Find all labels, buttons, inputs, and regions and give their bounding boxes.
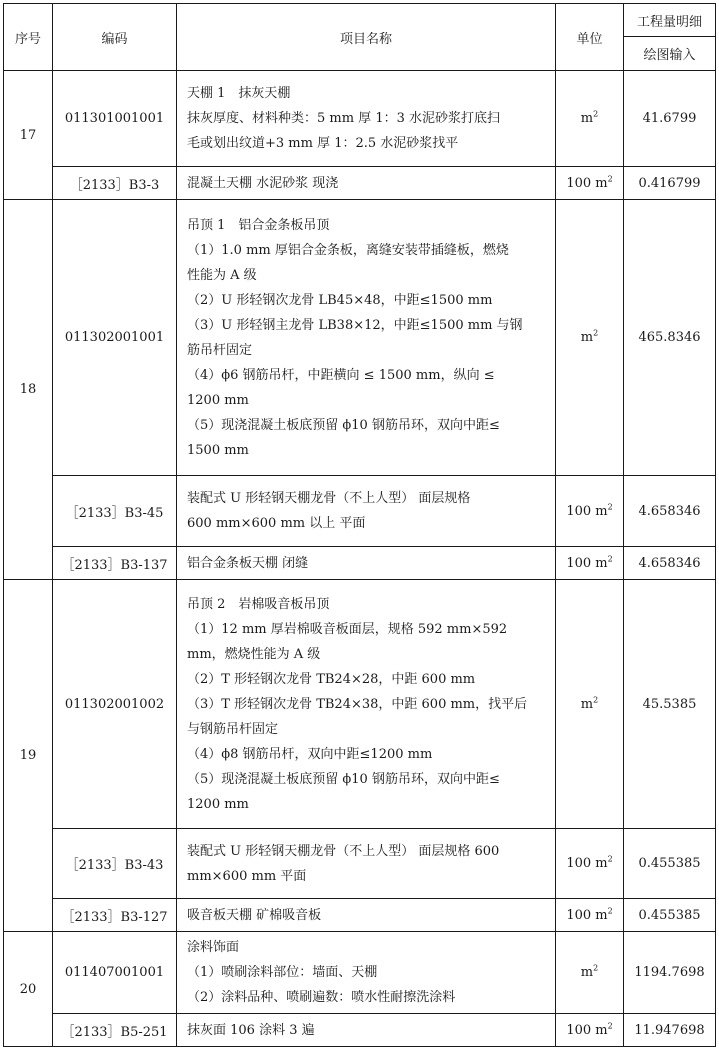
name-line: 性能为 A 级 xyxy=(187,267,257,283)
quantity-cell: 4.658346 xyxy=(624,476,716,547)
unit-superscript: 2 xyxy=(593,328,599,338)
header-name: 项目名称 xyxy=(177,4,556,71)
quantity-cell: 0.416799 xyxy=(624,167,716,200)
code-cell: 011302001002 xyxy=(53,580,177,829)
unit-base: 100 m xyxy=(566,555,608,571)
name-line: （3）U 形轻钢主龙骨 LB38×12，中距≤1500 mm 与钢 xyxy=(187,317,523,333)
unit-cell xyxy=(556,547,624,580)
name-line: 吸音板天棚 矿棉吸音板 xyxy=(187,907,322,923)
code-cell: ［2133］B3-43 xyxy=(53,829,177,899)
name-cell xyxy=(177,476,556,547)
unit-cell xyxy=(556,476,624,547)
code-cell: 011407001001 xyxy=(53,932,177,1014)
table-row xyxy=(4,1014,716,1047)
seq-cell: 20 xyxy=(4,932,53,1047)
header-unit: 单位 xyxy=(556,4,624,71)
unit-base: m xyxy=(580,696,594,712)
unit-cell xyxy=(556,580,624,829)
unit-superscript: 2 xyxy=(607,554,613,564)
table-row xyxy=(4,899,716,932)
code-cell: ［2133］B3-137 xyxy=(53,547,177,580)
name-line: （2）U 形轻钢次龙骨 LB45×48，中距≤1500 mm xyxy=(187,292,493,308)
name-line: （5）现浇混凝土板底预留 ϕ10 钢筋吊环，双向中距≤ xyxy=(187,417,500,433)
unit-cell xyxy=(556,200,624,476)
header-seq: 序号 xyxy=(4,4,53,71)
name-line: 600 mm×600 mm 以上 平面 xyxy=(187,516,366,531)
table-row xyxy=(4,167,716,200)
name-line: 装配式 U 形轻钢天棚龙骨（不上人型） 面层规格 xyxy=(187,491,471,506)
unit-base: 100 m xyxy=(566,1022,608,1038)
quantity-cell: 0.455385 xyxy=(624,899,716,932)
name-line: mm×600 mm 平面 xyxy=(187,868,307,884)
unit-cell xyxy=(556,167,624,200)
code-cell: ［2133］B3-127 xyxy=(53,899,177,932)
header-qty-sub: 绘图输入 xyxy=(624,37,716,71)
code-cell: ［2133］B3-3 xyxy=(53,167,177,200)
seq-cell: 19 xyxy=(4,580,53,932)
unit-base: 100 m xyxy=(566,856,608,871)
name-line: 混凝土天棚 水泥砂浆 现浇 xyxy=(187,175,339,191)
name-cell xyxy=(177,1014,556,1047)
name-line: （5）现浇混凝土板底预留 ϕ10 钢筋吊环，双向中距≤ xyxy=(187,771,500,787)
seq-cell: 18 xyxy=(4,200,53,580)
name-line: 吊顶 1 铝合金条板吊顶 xyxy=(187,217,330,233)
name-line: 毛或划出纹道+3 mm 厚 1：2.5 水泥砂浆找平 xyxy=(187,136,459,151)
name-cell xyxy=(177,547,556,580)
quantity-cell: 0.455385 xyxy=(624,829,716,899)
table-row xyxy=(4,476,716,547)
unit-base: 100 m xyxy=(566,503,608,519)
unit-superscript: 2 xyxy=(593,963,599,973)
header-qty-group: 工程量明细 xyxy=(624,4,716,37)
table-body xyxy=(4,71,716,1047)
unit-superscript: 2 xyxy=(593,695,599,705)
name-line: 1200 mm xyxy=(187,796,249,812)
quantity-table xyxy=(3,3,716,1047)
unit-base: m xyxy=(580,965,594,980)
name-line: 涂料饰面 xyxy=(187,940,240,955)
code-cell: 011302001001 xyxy=(53,200,177,476)
unit-base: 100 m xyxy=(566,175,608,191)
name-line: （2）涂料品种、喷刷遍数：喷水性耐擦洗涂料 xyxy=(187,990,456,1005)
name-cell xyxy=(177,932,556,1014)
unit-cell xyxy=(556,932,624,1014)
name-line: （1）喷刷涂料部位：墙面、天棚 xyxy=(187,965,378,980)
table-row xyxy=(4,200,716,476)
name-line: 筋吊杆固定 xyxy=(187,342,253,358)
code-cell: ［2133］B5-251 xyxy=(53,1014,177,1047)
table-row xyxy=(4,829,716,899)
name-cell xyxy=(177,899,556,932)
name-line: 铝合金条板天棚 闭缝 xyxy=(187,555,309,571)
name-line: （4）ϕ6 钢筋吊杆，中距横向 ≤ 1500 mm，纵向 ≤ xyxy=(187,367,495,383)
unit-superscript: 2 xyxy=(607,174,613,184)
table-row xyxy=(4,932,716,1014)
name-cell xyxy=(177,167,556,200)
name-line: mm，燃烧性能为 A 级 xyxy=(187,646,321,662)
name-line: （2）T 形轻钢次龙骨 TB24×28，中距 600 mm xyxy=(187,671,476,687)
table-row xyxy=(4,71,716,167)
name-line: 抹灰厚度、材料种类：5 mm 厚 1：3 水泥砂浆打底扫 xyxy=(187,111,500,126)
unit-superscript: 2 xyxy=(607,502,613,512)
table-row xyxy=(4,580,716,829)
unit-cell xyxy=(556,71,624,167)
name-line: （1）12 mm 厚岩棉吸音板面层，规格 592 mm×592 xyxy=(187,621,508,637)
code-cell: ［2133］B3-45 xyxy=(53,476,177,547)
seq-cell: 17 xyxy=(4,71,53,200)
quantity-cell: 4.658346 xyxy=(624,547,716,580)
unit-base: m xyxy=(580,111,594,126)
unit-cell xyxy=(556,829,624,899)
quantity-cell: 465.8346 xyxy=(624,200,716,476)
code-cell: 011301001001 xyxy=(53,71,177,167)
name-cell xyxy=(177,580,556,829)
name-line: 天棚 1 抹灰天棚 xyxy=(187,86,291,101)
name-line: （4）ϕ8 钢筋吊杆，双向中距≤1200 mm xyxy=(187,746,433,762)
name-line: 装配式 U 形轻钢天棚龙骨（不上人型） 面层规格 600 xyxy=(187,843,500,859)
unit-base: 100 m xyxy=(566,907,608,923)
quantity-cell: 1194.7698 xyxy=(624,932,716,1014)
name-line: （1）1.0 mm 厚铝合金条板，离缝安装带插缝板，燃烧 xyxy=(187,242,509,258)
unit-superscript: 2 xyxy=(593,109,599,119)
quantity-cell: 11.947698 xyxy=(624,1014,716,1047)
name-line: 抹灰面 106 涂料 3 遍 xyxy=(187,1022,315,1038)
name-line: （3）T 形轻钢次龙骨 TB24×38，中距 600 mm，找平后 xyxy=(187,696,528,712)
unit-base: m xyxy=(580,330,594,345)
name-cell xyxy=(177,829,556,899)
unit-superscript: 2 xyxy=(607,854,613,864)
name-line: 与钢筋吊杆固定 xyxy=(187,721,279,737)
unit-superscript: 2 xyxy=(607,906,613,916)
table-row xyxy=(4,547,716,580)
unit-superscript: 2 xyxy=(607,1021,613,1031)
quantity-cell: 41.6799 xyxy=(624,71,716,167)
name-line: 1500 mm xyxy=(187,442,249,458)
name-cell xyxy=(177,200,556,476)
name-line: 吊顶 2 岩棉吸音板吊顶 xyxy=(187,596,330,612)
quantity-cell: 45.5385 xyxy=(624,580,716,829)
unit-cell xyxy=(556,899,624,932)
unit-cell xyxy=(556,1014,624,1047)
header-code: 编码 xyxy=(53,4,177,71)
name-line: 1200 mm xyxy=(187,392,249,408)
name-cell xyxy=(177,71,556,167)
